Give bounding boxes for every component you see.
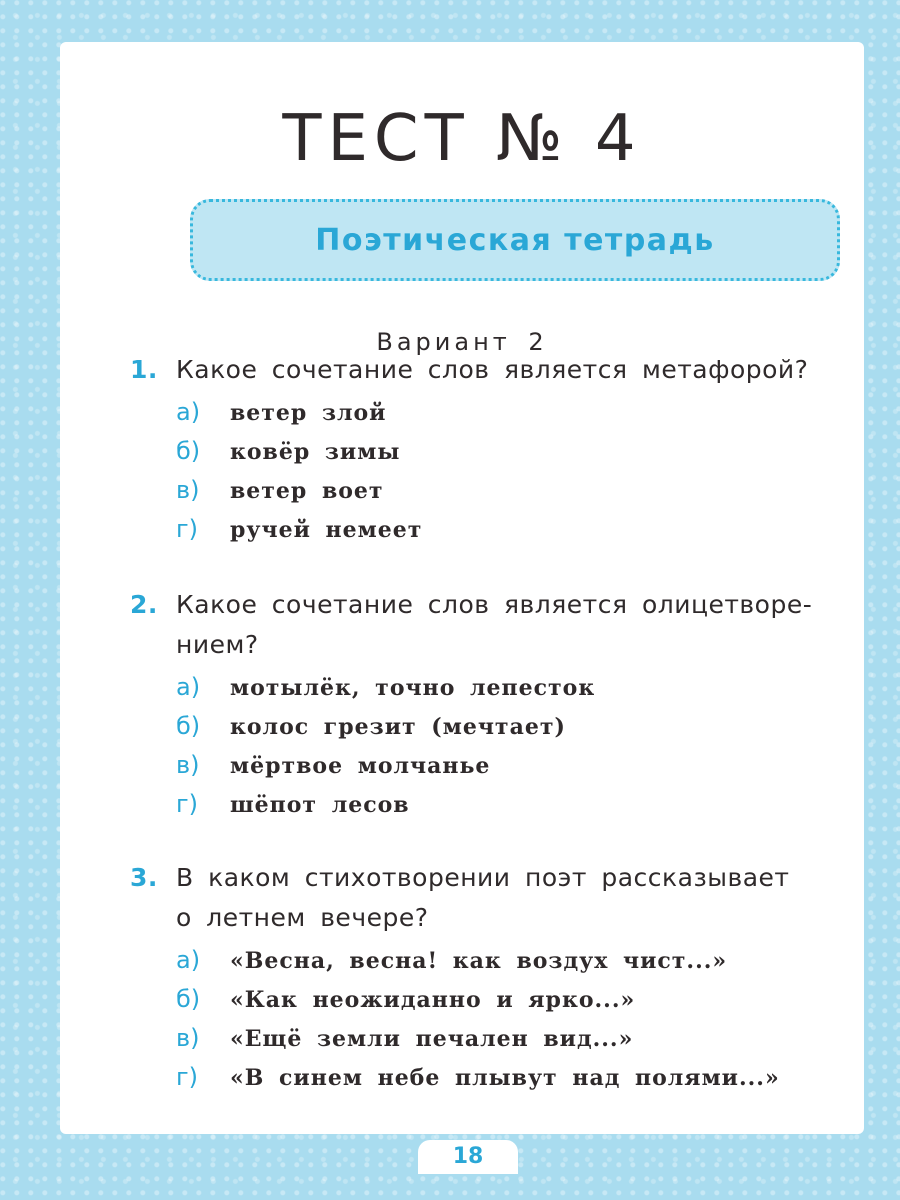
option-v[interactable] (176, 476, 900, 515)
option-g[interactable] (176, 515, 900, 554)
option-text: мёртвое молчанье (230, 753, 491, 779)
question-number: 2. (130, 590, 158, 619)
option-v[interactable] (176, 1024, 900, 1063)
question-number: 1. (130, 355, 158, 384)
option-label: в) (176, 1024, 200, 1052)
question-text: Какое сочетание слов является олицетворе- (176, 590, 813, 619)
option-label: г) (176, 790, 198, 818)
question-text: В каком стихотворении поэт рассказывает (176, 863, 790, 892)
option-g[interactable] (176, 1063, 900, 1102)
question-text-continuation: о летнем вечере? (176, 903, 429, 932)
option-v[interactable] (176, 751, 900, 790)
option-text: ковёр зимы (230, 439, 401, 465)
option-label: в) (176, 476, 200, 504)
option-g[interactable] (176, 790, 900, 829)
option-label: а) (176, 398, 201, 426)
variant-label: Вариант 2 (376, 328, 548, 356)
option-b[interactable] (176, 712, 900, 751)
option-a[interactable] (176, 398, 900, 437)
option-text: мотылёк, точно лепесток (230, 675, 596, 701)
question-1 (130, 350, 900, 554)
option-label: б) (176, 985, 201, 1013)
topic-title: Поэтическая тетрадь (315, 222, 715, 258)
option-text: шёпот лесов (230, 792, 410, 818)
option-a[interactable] (176, 946, 900, 985)
question-text-continuation: нием? (176, 630, 259, 659)
options-list (130, 946, 900, 1102)
test-title: ТЕСТ № 4 (282, 102, 642, 176)
topic-banner (190, 199, 840, 281)
option-text: ветер воет (230, 478, 384, 504)
page-sheet (60, 42, 864, 1134)
options-list (130, 673, 900, 829)
option-text: ветер злой (230, 400, 387, 426)
option-label: а) (176, 946, 201, 974)
option-b[interactable] (176, 437, 900, 476)
question-2 (130, 585, 900, 829)
option-text: ручей немеет (230, 517, 423, 543)
option-text: «Весна, весна! как воздух чист...» (230, 948, 728, 974)
option-text: «Ещё земли печален вид...» (230, 1026, 634, 1052)
page-number: 18 (418, 1140, 518, 1174)
option-label: б) (176, 712, 201, 740)
question-text: Какое сочетание слов является метафорой? (176, 355, 809, 384)
question-3 (130, 858, 900, 1102)
option-label: г) (176, 515, 198, 543)
option-label: в) (176, 751, 200, 779)
option-label: б) (176, 437, 201, 465)
option-text: «В синем небе плывут над полями...» (230, 1065, 780, 1091)
option-label: а) (176, 673, 201, 701)
option-text: колос грезит (мечтает) (230, 714, 566, 740)
option-a[interactable] (176, 673, 900, 712)
option-text: «Как неожиданно и ярко...» (230, 987, 636, 1013)
options-list (130, 398, 900, 554)
option-label: г) (176, 1063, 198, 1091)
question-number: 3. (130, 863, 158, 892)
option-b[interactable] (176, 985, 900, 1024)
